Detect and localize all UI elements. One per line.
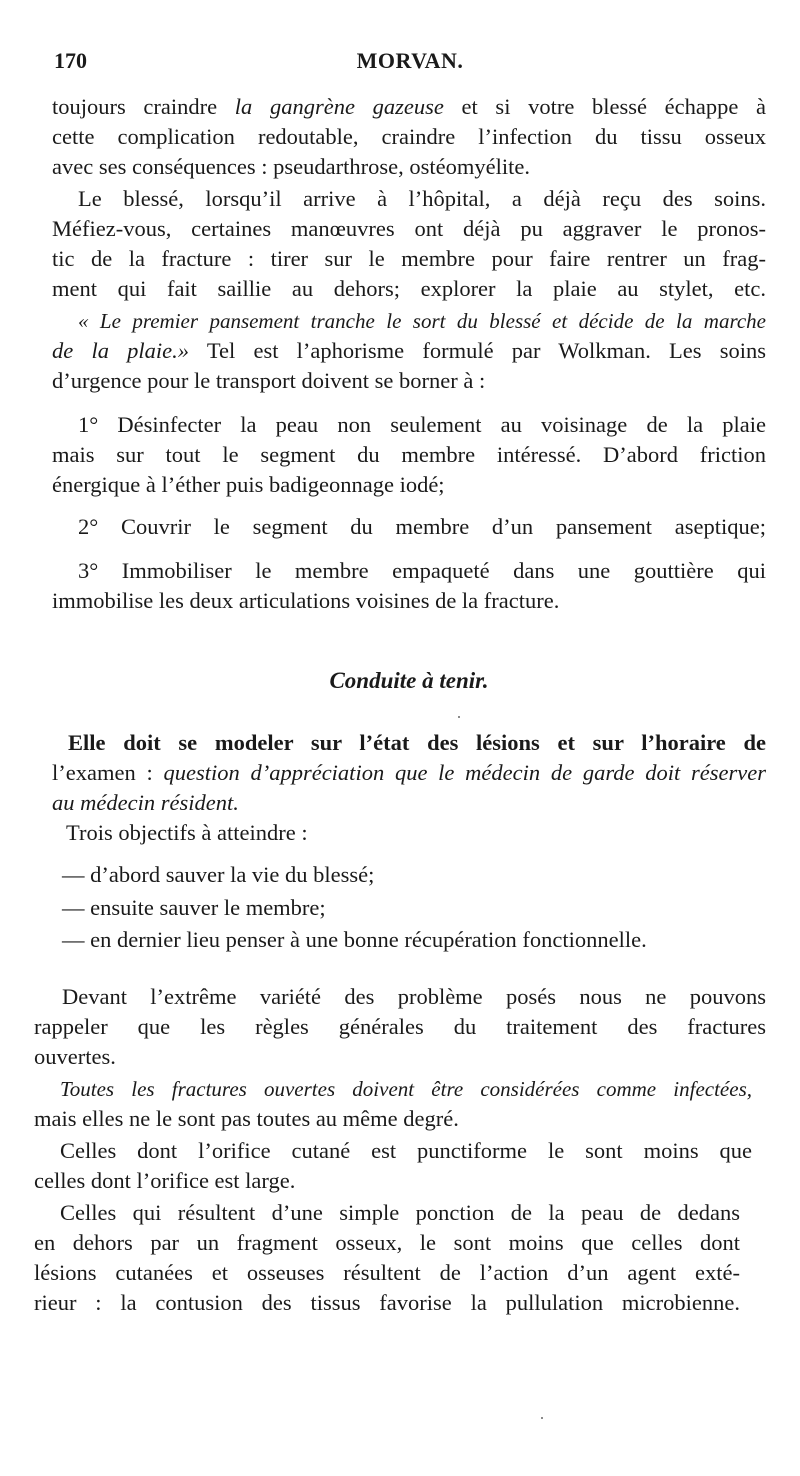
text-line: Celles qui résultent d’une simple ponction de la peau de dedans	[60, 1200, 740, 1225]
step-2: 2° Couvrir le segment du membre d’un pansement aseptique;	[78, 514, 766, 539]
text-line: rappeler que les règles générales du traitement des fractures	[34, 1014, 766, 1039]
step-3: 3° Immobiliser le membre empaqueté dans une gouttière qui	[78, 558, 766, 583]
running-head: MORVAN.	[356, 48, 464, 73]
text-line: immobilise les deux articulations voisines de la fracture.	[52, 588, 560, 613]
ink-speck	[541, 1417, 543, 1419]
text-line: Devant l’extrême variété des problème posés nous ne pouvons	[62, 984, 766, 1009]
objective-item: — d’abord sauver la vie du blessé;	[62, 862, 375, 887]
quote-line: « Le premier pansement tranche le sort du blessé et décide de la marche	[78, 309, 766, 333]
text-line: de la plaie.» Tel est l’aphorisme formulé par Wolkman. Les soins	[52, 338, 767, 363]
ink-speck	[458, 716, 460, 718]
step-1: 1° Désinfecter la peau non seulement au voisinage de la plaie	[78, 412, 766, 437]
objective-item: — en dernier lieu penser à une bonne récupération fonctionnelle.	[62, 927, 647, 952]
objective-item: — ensuite sauver le membre;	[62, 895, 326, 920]
text-line: ouvertes.	[34, 1044, 116, 1069]
text-line: Méfiez-vous, certaines manœuvres ont déjà pu aggraver le pronos-	[52, 216, 766, 241]
text-line: Le blessé, lorsqu’il arrive à l’hôpital, a déjà reçu des soins.	[78, 186, 766, 211]
text-line: Toutes les fractures ouvertes doivent être considérées comme infectées,	[60, 1077, 752, 1101]
text-line: toujours craindre la gangrène gazeuse et si votre blessé échappe à	[52, 94, 767, 119]
section-heading: Conduite à tenir.	[329, 668, 489, 693]
text-line: tic de la fracture : tirer sur le membre pour faire rentrer un frag-	[52, 246, 766, 271]
text-line: Trois objectifs à atteindre :	[66, 820, 308, 845]
text-line: au médecin résident.	[52, 790, 239, 815]
page-number: 170	[54, 48, 87, 73]
text-line: énergique à l’éther puis badigeonnage iodé;	[52, 472, 445, 497]
page-header	[54, 48, 766, 78]
text-line: lésions cutanées et osseuses résultent de l’action d’un agent exté-	[34, 1260, 740, 1285]
text-line: en dehors par un fragment osseux, le sont moins que celles dont	[34, 1230, 740, 1255]
text-line: mais elles ne le sont pas toutes au même degré.	[34, 1106, 459, 1131]
text-line: l’examen : question d’appréciation que le médecin de garde doit réserver	[52, 760, 766, 785]
text-line: avec ses conséquences : pseudarthrose, ostéomyélite.	[52, 154, 530, 179]
text-line: Celles dont l’orifice cutané est punctiforme le sont moins que	[60, 1138, 752, 1163]
text-line: d’urgence pour le transport doivent se borner à :	[52, 368, 486, 393]
text-line: Elle doit se modeler sur l’état des lésions et sur l’horaire de	[68, 730, 766, 755]
text-line: ment qui fait saillie au dehors; explorer la plaie au stylet, etc.	[52, 276, 766, 301]
text-line: cette complication redoutable, craindre l’infection du tissu osseux	[52, 124, 766, 149]
text-line: mais sur tout le segment du membre intéressé. D’abord friction	[52, 442, 766, 467]
text-line: rieur : la contusion des tissus favorise la pullulation microbienne.	[34, 1290, 740, 1315]
text-line: celles dont l’orifice est large.	[34, 1168, 296, 1193]
